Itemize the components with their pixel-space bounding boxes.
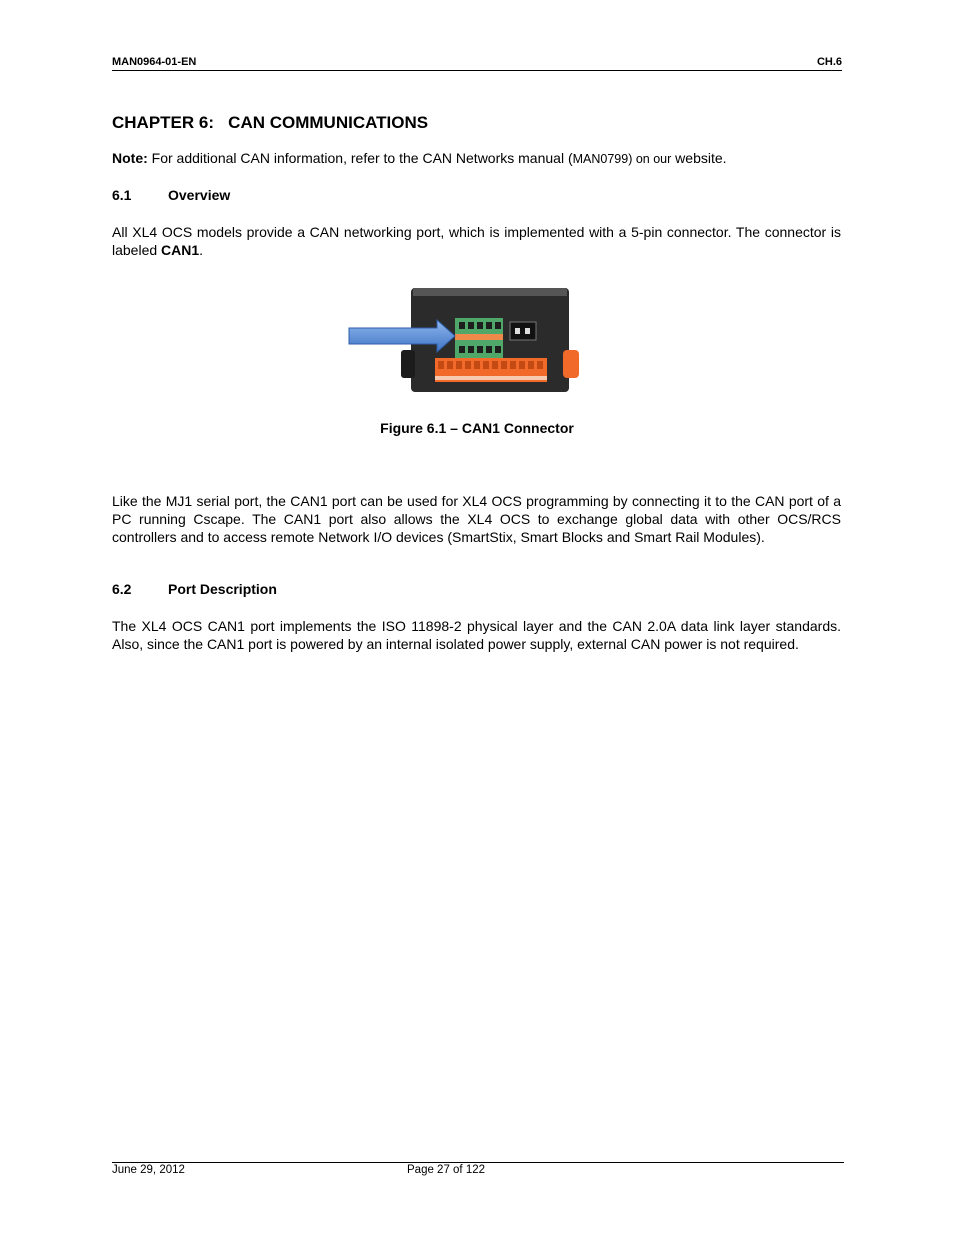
section-number: 6.1 xyxy=(112,187,132,203)
right-clip xyxy=(563,350,579,378)
section-heading-port-description xyxy=(112,581,277,597)
section-heading-overview xyxy=(112,187,230,203)
note-manual: MAN0799) on our xyxy=(572,152,672,166)
overview-text: All XL4 OCS models provide a CAN networking port, which is implemented with a 5-pin connector. The connector is labeled xyxy=(112,224,841,258)
chapter-title: CHAPTER 6: CAN COMMUNICATIONS xyxy=(112,113,429,132)
can1-connector-figure xyxy=(345,284,590,402)
section-number: 6.2 xyxy=(112,581,132,597)
section-title: Overview xyxy=(168,187,231,203)
header-chapter-ref: CH.6 xyxy=(816,56,842,68)
can1-usage-paragraph: Like the MJ1 serial port, the CAN1 port can be used for XL4 OCS programming by connecting it to the CAN port of a PC running Cscape. The CAN1 port also allows the XL4 OCS to exchange global data with other OCS/RCS controllers and to access remote Network I/O devices (SmartStix, Smart Blocks and Smart Rail Modules). xyxy=(112,493,841,545)
overview-paragraph xyxy=(112,223,841,259)
overview-text-end: . xyxy=(199,242,204,258)
note-text-b: website. xyxy=(671,150,727,166)
section-title: Port Description xyxy=(168,581,277,597)
footer-rule xyxy=(112,1162,844,1163)
left-clip xyxy=(401,350,415,378)
header-doc-id: MAN0964-01-EN xyxy=(112,56,197,68)
pointer-arrow-icon xyxy=(349,320,455,352)
device-top-edge xyxy=(413,288,567,296)
header-rule xyxy=(112,70,842,71)
io-terminal-labels xyxy=(435,376,547,380)
power-connector xyxy=(510,322,536,340)
port-description-paragraph: The XL4 OCS CAN1 port implements the ISO 11898-2 physical layer and the CAN 2.0A data link layer standards. Also, since the CAN1 port is powered by an internal isolated power supply, external CAN power is not required. xyxy=(112,618,841,652)
note-text-a: For additional CAN information, refer to the CAN Networks manual ( xyxy=(147,150,573,166)
can1-terminal-stripe xyxy=(455,334,503,340)
note-line xyxy=(112,150,727,166)
footer-page-number: Page 27 of 122 xyxy=(407,1164,486,1176)
note-label: Note: xyxy=(112,150,148,166)
footer-date: June 29, 2012 xyxy=(112,1164,185,1176)
figure-caption: Figure 6.1 – CAN1 Connector xyxy=(380,420,574,436)
overview-bold-can1: CAN1 xyxy=(161,242,200,258)
